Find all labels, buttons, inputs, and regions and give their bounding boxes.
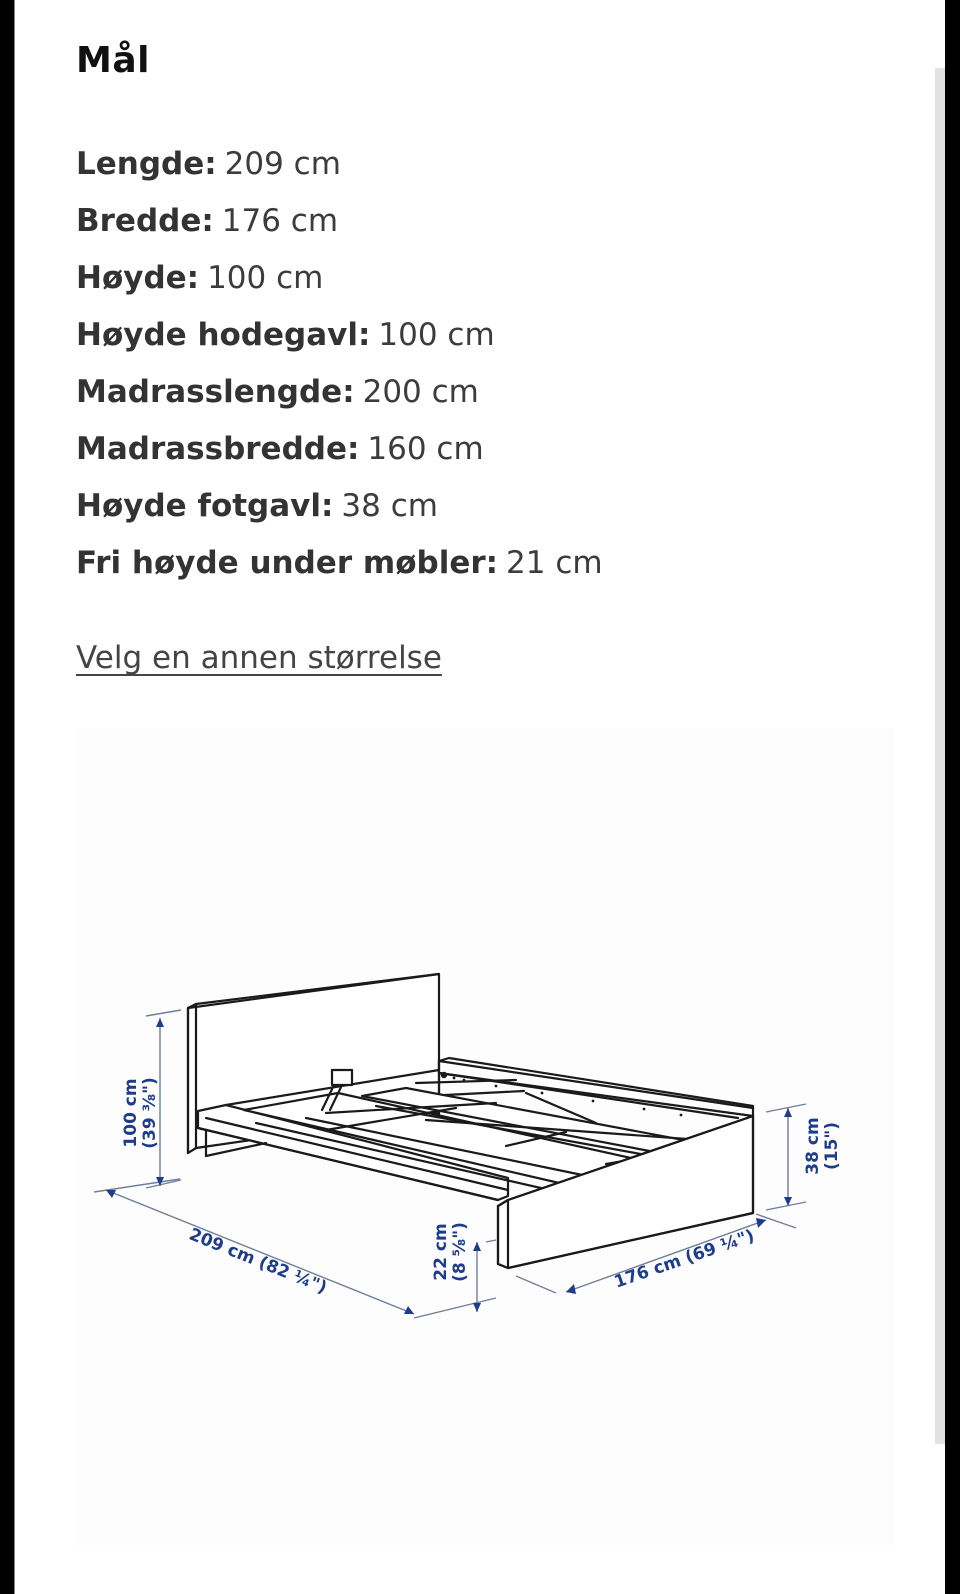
bed-dimension-diagram [76, 728, 894, 1546]
dimension-value: 38 cm [341, 488, 438, 524]
footboard-height-in: (15") [822, 1121, 842, 1171]
dimension-value: 160 cm [367, 431, 484, 467]
clearance-cm: 22 cm [431, 1223, 451, 1281]
dimension-row [76, 484, 603, 541]
dimension-value: 100 cm [378, 317, 495, 353]
dimension-row [76, 256, 603, 313]
section-title: Mål [76, 40, 150, 81]
dimension-label: Høyde fotgavl: [76, 488, 334, 524]
product-dimensions-page [14, 0, 945, 1594]
dimension-value: 200 cm [362, 374, 479, 410]
dimension-row [76, 199, 603, 256]
length-label: 209 cm (82 ¼") [186, 1224, 330, 1299]
choose-other-size-link[interactable]: Velg en annen størrelse [76, 640, 442, 676]
footboard-height-cm: 38 cm [803, 1117, 823, 1175]
dimension-label: Madrassbredde: [76, 431, 360, 467]
dimension-row [76, 313, 603, 370]
dimension-row [76, 370, 603, 427]
scrollbar[interactable] [935, 68, 945, 1444]
dimension-label: Høyde: [76, 260, 200, 296]
headboard-height-cm: 100 cm [121, 1078, 141, 1148]
dimension-value: 176 cm [221, 203, 339, 239]
dimension-value: 209 cm [224, 146, 341, 182]
dimension-label: Lengde: [76, 146, 217, 182]
dimension-row [76, 142, 603, 199]
dimension-value: 21 cm [506, 545, 603, 581]
clearance-in: (8 ⅝") [450, 1222, 470, 1282]
dimension-row [76, 427, 603, 484]
headboard-height-in: (39 ⅜") [140, 1077, 160, 1149]
dimension-row [76, 541, 603, 598]
dimension-label: Fri høyde under møbler: [76, 545, 499, 581]
dimensions-list [76, 142, 603, 598]
dimension-label: Bredde: [76, 203, 214, 239]
dimension-label: Høyde hodegavl: [76, 317, 371, 353]
dimension-label: Madrasslengde: [76, 374, 355, 410]
bed-line-drawing [76, 728, 894, 1546]
width-label: 176 cm (69 ¼") [611, 1225, 757, 1293]
dimension-value: 100 cm [207, 260, 324, 296]
